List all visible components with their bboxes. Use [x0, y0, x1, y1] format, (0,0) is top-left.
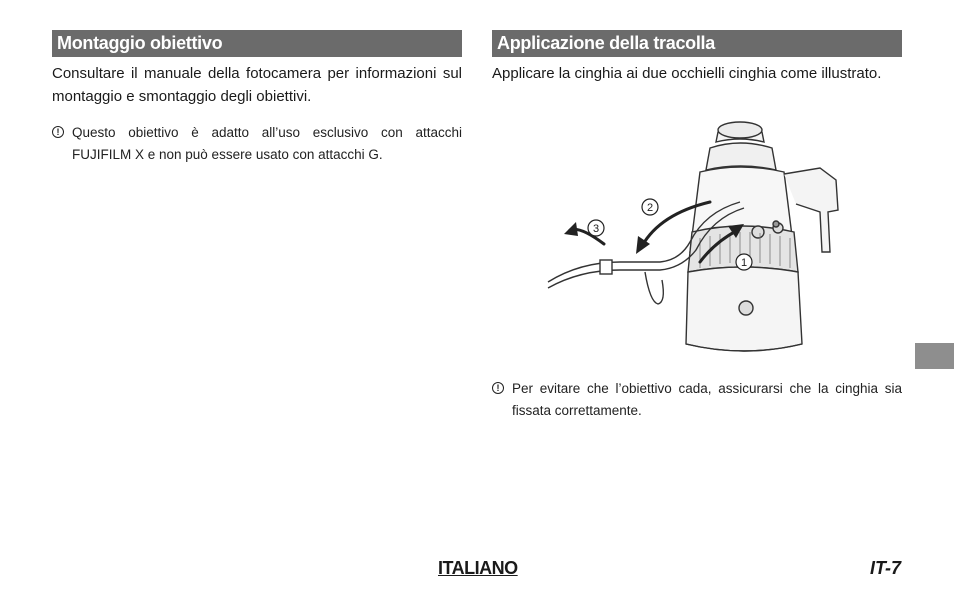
step-label-3: 3: [592, 223, 600, 235]
lens-mount-caution-note: [52, 122, 462, 166]
step-label-2: 2: [646, 202, 654, 214]
caution-note-text: Questo obiettivo è adatto all’uso esclusivo con attacchi FUJIFILM X e non può essere usato con attacchi G.: [72, 125, 462, 162]
page-number: IT-7: [870, 558, 902, 578]
section-heading-lens-mounting: Montaggio obiettivo: [52, 30, 462, 57]
strap-attachment-illustration: [540, 112, 850, 360]
section-heading-strap-attachment: Applicazione della tracolla: [492, 30, 902, 57]
step-label-1: 1: [740, 257, 748, 269]
strap-caution-note: [492, 378, 902, 422]
caution-icon: !: [492, 382, 504, 394]
lens-mounting-paragraph: Consultare il manuale della fotocamera per informazioni sul montaggio e smontaggio degli obiettivi.: [52, 65, 462, 105]
footer-language: ITALIANO: [438, 558, 518, 578]
strap-attachment-paragraph: Applicare la cinghia ai due occhielli cinghia come illustrato.: [492, 65, 882, 82]
caution-icon: !: [52, 126, 64, 138]
caution-note-text: Per evitare che l’obiettivo cada, assicurarsi che la cinghia sia fissata correttamente.: [512, 381, 902, 418]
chapter-side-tab: [915, 343, 954, 369]
